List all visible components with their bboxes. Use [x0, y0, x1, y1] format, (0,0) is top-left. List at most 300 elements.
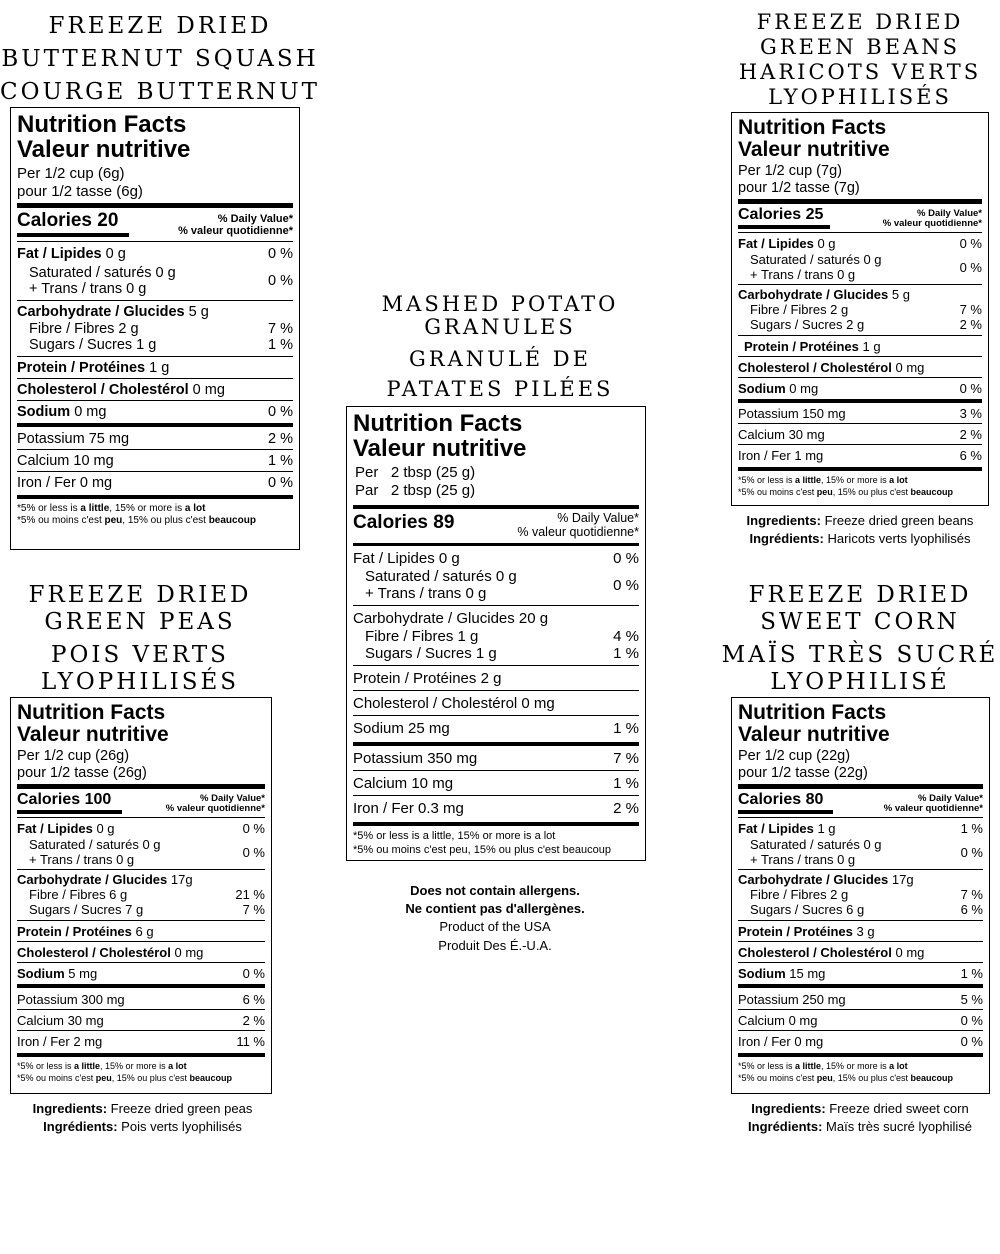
iron: Iron / Fer 0.3 mg [353, 800, 464, 818]
protein-row [738, 920, 983, 941]
sugar-row [738, 902, 983, 920]
ingredients-text: Haricots verts lyophilisés [823, 530, 971, 546]
title-line: BUTTERNUT SQUASH [1, 46, 319, 72]
fibre-pct: 7 % [960, 887, 983, 903]
cholesterol-value: 0 mg [170, 945, 204, 961]
fn-text: *5% ou moins c'est [17, 1072, 96, 1083]
valeur-nutritive-heading: Valeur nutritive [353, 435, 527, 463]
carb: Carbohydrate / Glucides 20 g [353, 610, 549, 628]
dv-fr: % valeur quotidienne* [882, 218, 982, 229]
saturated: Saturated / saturés 0 g [750, 837, 882, 853]
protein-value: 6 g [131, 924, 154, 940]
cholesterol-label: Cholesterol / Cholestérol [17, 945, 171, 961]
allergen-origin-note [345, 882, 645, 955]
title-line: MASHED POTATO [381, 292, 619, 316]
title-line: GREEN PEAS [44, 609, 236, 635]
ingredients-en [0, 1100, 285, 1118]
footnote-fr [738, 487, 982, 498]
fat-label: Fat / Lipides [17, 821, 93, 837]
cholesterol-row [738, 356, 982, 377]
ingredients-fr [720, 1118, 1000, 1136]
fn-text: , 15% ou plus c'est [122, 515, 209, 527]
fibre-pct: 7 % [959, 302, 982, 318]
ingredients-label: Ingredients: [746, 513, 821, 528]
fat-value: 1 g [813, 821, 836, 837]
sodium-pct: 1 % [613, 720, 639, 738]
fn-text: beaucoup [910, 486, 954, 497]
fn-text: , 15% ou plus c'est [832, 1072, 911, 1083]
calories: Calories 25 [738, 206, 830, 229]
protein-value: 1 g [858, 339, 881, 355]
sugar-pct: 2 % [959, 317, 982, 333]
sodium-value: 15 mg [785, 966, 826, 982]
calcium-pct: 2 % [959, 427, 982, 443]
nutrition-facts-heading: Nutrition Facts [353, 410, 523, 437]
iron: Iron / Fer 0 mg [17, 474, 113, 491]
daily-value-header [166, 794, 265, 815]
ingredients-label: Ingrédients: [749, 530, 824, 546]
calories: Calories 89 [353, 511, 455, 533]
ingredients-en [720, 1100, 1000, 1118]
sodium-label: Sodium [738, 381, 786, 397]
dv-fr: % valeur quotidienne* [517, 524, 639, 539]
fat-label: Fat / Lipides [738, 821, 814, 837]
iron-pct: 0 % [268, 474, 293, 491]
iron: Iron / Fer 1 mg [738, 448, 824, 464]
fn-text: *5% or less is [738, 1061, 796, 1072]
fn-text: *5% or less is [738, 475, 796, 486]
potassium: Potassium 75 mg [17, 430, 130, 447]
title-line: LYOPHILISÉS [40, 669, 240, 695]
calcium: Calcium 30 mg [17, 1013, 104, 1029]
carb-row [17, 300, 293, 321]
ingredients-text: Maïs très sucré lyophilisé [822, 1118, 972, 1134]
title-line: MAÏS TRÈS SUCRÉ [721, 642, 999, 668]
sugar: Sugars / Sucres 1 g [365, 645, 497, 663]
protein-value: 1 g [145, 359, 170, 376]
fibre-pct: 21 % [235, 887, 265, 903]
calories-row [738, 784, 983, 814]
iron-row [17, 1030, 265, 1051]
fat-row [17, 242, 293, 265]
cholesterol-label: Cholesterol / Cholestérol [17, 381, 189, 398]
trans: + Trans / trans 0 g [29, 280, 147, 297]
title-line: LYOPHILISÉ [770, 669, 950, 695]
ingredients-en [720, 512, 1000, 530]
fat-value: 0 g [813, 236, 836, 252]
dv-fr: % valeur quotidienne* [883, 803, 983, 814]
sugar-pct: 1 % [268, 336, 293, 353]
iron: Iron / Fer 0 mg [738, 1034, 824, 1050]
sodium-row [17, 400, 293, 423]
fibre: Fibre / Fibres 6 g [29, 887, 128, 903]
fibre-row [353, 628, 639, 645]
cholesterol-row [353, 690, 639, 715]
calcium-pct: 2 % [242, 1013, 265, 1029]
fn-text: , 15% or more is [821, 1061, 890, 1072]
protein-row [17, 356, 293, 378]
fat-pct: 1 % [960, 821, 983, 837]
fibre: Fibre / Fibres 2 g [750, 887, 849, 903]
fn-text: peu [816, 486, 833, 497]
ingredients-text: Pois verts lyophilisés [117, 1118, 242, 1134]
calcium-pct: 1 % [613, 775, 639, 793]
iron-row [738, 444, 982, 465]
ingredients-fr [0, 1118, 285, 1136]
sat-trans-row [17, 265, 293, 300]
protein: Protein / Protéines 2 g [353, 670, 502, 688]
fat-row [738, 233, 982, 252]
trans: + Trans / trans 0 g [750, 852, 856, 868]
sodium-pct: 0 % [242, 966, 265, 982]
calcium-row [17, 449, 293, 471]
sat-pct: 0 % [613, 576, 639, 594]
nutrition-facts-heading: Nutrition Facts [17, 701, 166, 724]
carb-label: Carbohydrate / Glucides [17, 303, 185, 320]
calcium: Calcium 30 mg [738, 427, 825, 443]
protein-row [738, 335, 982, 356]
trans: + Trans / trans 0 g [365, 585, 487, 603]
calcium-row [738, 423, 982, 444]
corn-nutrition-label [731, 697, 990, 1094]
daily-value-footnote [17, 1053, 265, 1084]
corn-title [720, 582, 1000, 696]
calories-row [353, 505, 639, 540]
protein-label: Protein / Protéines [17, 924, 132, 940]
calcium-pct: 0 % [960, 1013, 983, 1029]
fn-text: , 15% or more is [821, 475, 890, 486]
sat-pct: 0 % [242, 844, 265, 860]
cholesterol-row [17, 378, 293, 400]
sugar-row [738, 317, 982, 335]
fibre-row [738, 302, 982, 317]
title-line: GRANULES [424, 315, 576, 339]
sat-trans-row [738, 252, 982, 284]
valeur-nutritive-heading: Valeur nutritive [17, 723, 169, 747]
potassium-row [17, 423, 293, 449]
sat-pct: 0 % [960, 844, 983, 860]
calcium-pct: 1 % [268, 452, 293, 469]
daily-value-header [883, 209, 982, 230]
cholesterol: Cholesterol / Cholestérol 0 mg [353, 695, 555, 713]
sat-pct: 0 % [268, 272, 293, 289]
sodium-row [353, 715, 639, 742]
sat-trans-row [353, 568, 639, 605]
fibre: Fibre / Fibres 2 g [29, 320, 139, 337]
footnote-fr [17, 1073, 265, 1084]
nutrition-facts-heading: Nutrition Facts [738, 116, 887, 139]
potassium-pct: 3 % [959, 406, 982, 422]
trans: + Trans / trans 0 g [29, 852, 135, 868]
dv-fr: % valeur quotidienne* [178, 224, 293, 237]
calcium-row [738, 1009, 983, 1030]
potassium: Potassium 350 mg [353, 750, 478, 768]
iron-row [17, 471, 293, 493]
fn-text: a little [80, 502, 110, 514]
daily-value-header [884, 794, 983, 815]
daily-value-footnote [353, 822, 639, 858]
iron: Iron / Fer 2 mg [17, 1034, 103, 1050]
allergen-fr: Ne contient pas d'allergènes. [405, 901, 585, 917]
footnote-en [738, 475, 982, 486]
fibre-row [17, 887, 265, 902]
fat-pct: 0 % [959, 236, 982, 252]
title-line: FREEZE DRIED [748, 582, 972, 608]
potassium-pct: 2 % [268, 430, 293, 447]
iron-pct: 6 % [959, 448, 982, 464]
carb-value: 5 g [888, 287, 910, 303]
footnote-en [738, 1061, 983, 1072]
potato-nutrition-label [346, 406, 646, 861]
fn-text: *5% or less is [17, 502, 81, 514]
fibre: Fibre / Fibres 2 g [750, 302, 849, 318]
calories-row [17, 784, 265, 814]
serving-size: Per 1/2 cup (7g) [738, 163, 842, 180]
cholesterol-row [17, 941, 265, 962]
fat-row [353, 546, 639, 568]
sodium-value: 5 mg [64, 966, 98, 982]
origin-en: Product of the USA [439, 919, 551, 935]
title-line: LYOPHILISÉS [768, 85, 952, 109]
title-line: PATATES PILÉES [386, 377, 614, 401]
saturated: Saturated / saturés 0 g [365, 568, 517, 586]
fibre: Fibre / Fibres 1 g [365, 628, 479, 646]
sodium-pct: 1 % [960, 966, 983, 982]
serving-size-fr: pour 1/2 tasse (7g) [738, 179, 860, 196]
valeur-nutritive-heading: Valeur nutritive [738, 138, 890, 162]
potassium-row [738, 984, 983, 1009]
saturated: Saturated / saturés 0 g [29, 837, 161, 853]
daily-value-header [517, 512, 639, 540]
fn-text: peu [816, 1072, 833, 1083]
fn-text: a lot [889, 1061, 908, 1072]
fat: Fat / Lipides 0 g [353, 550, 460, 568]
potassium-pct: 5 % [960, 992, 983, 1008]
sodium-row [738, 962, 983, 984]
fn-text: a lot [184, 502, 206, 514]
fat-label: Fat / Lipides [738, 236, 814, 252]
fat-label: Fat / Lipides [17, 245, 102, 262]
calcium: Calcium 10 mg [17, 452, 114, 469]
carb-value: 5 g [184, 303, 209, 320]
potato-title [345, 293, 655, 403]
title-line: COURGE BUTTERNUT [0, 79, 320, 105]
fn-text: beaucoup [208, 515, 256, 527]
title-line: GREEN BEANS [760, 35, 960, 59]
protein-label: Protein / Protéines [738, 924, 853, 940]
ingredients-text: Freeze dried sweet corn [825, 1101, 969, 1116]
dv-en: % Daily Value* [557, 510, 639, 525]
carb-row [17, 869, 265, 887]
daily-value-header [178, 213, 293, 237]
saturated: Saturated / saturés 0 g [750, 252, 882, 268]
sodium: Sodium 25 mg [353, 720, 450, 738]
fn-text: beaucoup [910, 1072, 954, 1083]
daily-value-footnote [17, 495, 293, 528]
ingredients-label: Ingrédients: [748, 1118, 823, 1134]
cholesterol-row [738, 941, 983, 962]
cholesterol-value: 0 mg [188, 381, 225, 398]
carb-row [738, 869, 983, 887]
sodium-label: Sodium [17, 966, 65, 982]
title-line: GRANULÉ DE [409, 347, 591, 371]
protein-label: Protein / Protéines [17, 359, 146, 376]
potassium: Potassium 150 mg [738, 406, 846, 422]
daily-value-footnote [738, 467, 982, 498]
potassium-pct: 6 % [242, 992, 265, 1008]
ingredients-label: Ingrédients: [43, 1118, 118, 1134]
calories: Calories 100 [17, 791, 122, 814]
serving-size: Per 2 tbsp (25 g) [355, 464, 476, 482]
ingredients-text: Freeze dried green beans [820, 513, 974, 528]
iron-pct: 0 % [960, 1034, 983, 1050]
calories-row [17, 203, 293, 237]
sugar: Sugars / Sucres 6 g [750, 902, 865, 918]
fn-text: , 15% ou plus c'est [832, 486, 911, 497]
ingredients-text: Freeze dried green peas [107, 1101, 253, 1116]
corn-ingredients [720, 1100, 1000, 1135]
potassium-row [353, 742, 639, 770]
protein-value: 3 g [852, 924, 875, 940]
iron-pct: 11 % [236, 1034, 265, 1050]
title-line: FREEZE DRIED [756, 10, 964, 34]
fn-text: a little [795, 475, 822, 486]
protein-row [17, 920, 265, 941]
fn-text: a little [74, 1061, 101, 1072]
origin-fr: Produit Des É.-U.A. [438, 937, 552, 953]
greenbeans-nutrition-label [731, 112, 989, 506]
sodium-label: Sodium [17, 403, 71, 420]
carb-label: Carbohydrate / Glucides [738, 287, 889, 303]
dv-en: % Daily Value* [200, 792, 265, 804]
allergen-en: Does not contain allergens. [410, 883, 580, 898]
dv-en: % Daily Value* [917, 207, 982, 219]
potassium: Potassium 250 mg [738, 992, 846, 1008]
title-line: FREEZE DRIED [48, 13, 272, 39]
trans: + Trans / trans 0 g [750, 267, 856, 283]
daily-value-footnote [738, 1053, 983, 1084]
sodium-value: 0 mg [70, 403, 107, 420]
sodium-row [17, 962, 265, 984]
carb-row [353, 605, 639, 628]
nutrition-facts-heading: Nutrition Facts [738, 701, 887, 724]
serving-size: Per 1/2 cup (6g) [17, 165, 125, 183]
sugar-row [17, 337, 293, 356]
butternut-title [0, 10, 320, 109]
fn-text: a lot [168, 1061, 187, 1072]
sodium-value: 0 mg [785, 381, 819, 397]
fn-text: *5% ou moins c'est [17, 515, 105, 527]
sugar: Sugars / Sucres 7 g [29, 902, 144, 918]
sodium-pct: 0 % [959, 381, 982, 397]
carb-label: Carbohydrate / Glucides [17, 872, 168, 888]
fn-text: a lot [889, 475, 908, 486]
carb-row [738, 284, 982, 302]
fn-text: peu [104, 515, 123, 527]
potassium: Potassium 300 mg [17, 992, 125, 1008]
greenbeans-ingredients [720, 512, 1000, 547]
ingredients-fr [720, 530, 1000, 548]
sodium-row [738, 377, 982, 399]
fn-text: *5% ou moins c'est [738, 486, 817, 497]
fibre-pct: 7 % [268, 320, 293, 337]
fn-text: peu [95, 1072, 112, 1083]
calcium: Calcium 0 mg [738, 1013, 818, 1029]
butternut-nutrition-label [10, 107, 300, 550]
serving-size-fr: pour 1/2 tasse (6g) [17, 182, 143, 200]
cholesterol-value: 0 mg [891, 945, 925, 961]
fn-text: , 15% ou plus c'est [111, 1072, 190, 1083]
title-line: FREEZE DRIED [28, 582, 252, 608]
title-line: POIS VERTS [51, 642, 229, 668]
serving-size-fr: Par 2 tbsp (25 g) [355, 481, 476, 499]
potassium-row [17, 984, 265, 1009]
dv-fr: % valeur quotidienne* [165, 803, 265, 814]
iron-row [353, 795, 639, 820]
serving-size: Per 1/2 cup (22g) [738, 748, 851, 765]
protein-label: Protein / Protéines [744, 339, 859, 355]
calcium-row [17, 1009, 265, 1030]
calories: Calories 20 [17, 210, 129, 237]
footnote-en: *5% or less is a little, 15% or more is a lot [353, 830, 556, 843]
fat-pct: 0 % [613, 550, 639, 568]
cholesterol-label: Cholesterol / Cholestérol [738, 945, 892, 961]
fat-pct: 0 % [268, 245, 293, 262]
peas-nutrition-label [10, 697, 272, 1094]
fn-text: a little [795, 1061, 822, 1072]
valeur-nutritive-heading: Valeur nutritive [17, 136, 191, 164]
cholesterol-value: 0 mg [891, 360, 925, 376]
fn-text: , 15% or more is [109, 502, 185, 514]
ingredients-label: Ingredients: [32, 1101, 108, 1116]
peas-title [0, 582, 280, 696]
sodium-pct: 0 % [268, 403, 293, 420]
sugar-row [17, 902, 265, 920]
fn-text: , 15% or more is [100, 1061, 169, 1072]
fibre-row [738, 887, 983, 902]
iron-pct: 2 % [613, 800, 639, 818]
greenbeans-title [720, 10, 1000, 110]
fibre-row [17, 321, 293, 337]
valeur-nutritive-heading: Valeur nutritive [738, 723, 890, 747]
fat-row [738, 818, 983, 837]
fibre-pct: 4 % [613, 628, 639, 646]
footnote-fr [17, 515, 293, 528]
footnote-en [17, 503, 293, 516]
carb-label: Carbohydrate / Glucides [738, 872, 889, 888]
nutrition-facts-heading: Nutrition Facts [17, 111, 187, 138]
potassium-pct: 7 % [613, 750, 639, 768]
peas-ingredients [0, 1100, 285, 1135]
fn-text: beaucoup [189, 1072, 233, 1083]
carb-value: 17g [167, 872, 193, 888]
title-line: HARICOTS VERTS [738, 60, 982, 84]
sugar: Sugars / Sucres 1 g [29, 336, 157, 353]
serving-size-fr: pour 1/2 tasse (22g) [738, 764, 868, 781]
fat-row [17, 818, 265, 837]
sugar-pct: 7 % [242, 902, 265, 918]
dv-en: % Daily Value* [217, 212, 293, 225]
serving-size-fr: pour 1/2 tasse (26g) [17, 764, 147, 781]
ingredients-label: Ingredients: [751, 1101, 826, 1116]
saturated: Saturated / saturés 0 g [29, 264, 176, 281]
calcium: Calcium 10 mg [353, 775, 454, 793]
potassium-row [738, 399, 982, 423]
sugar: Sugars / Sucres 2 g [750, 317, 865, 333]
calories-row [738, 199, 982, 229]
sugar-pct: 1 % [613, 645, 639, 663]
protein-row [353, 665, 639, 690]
